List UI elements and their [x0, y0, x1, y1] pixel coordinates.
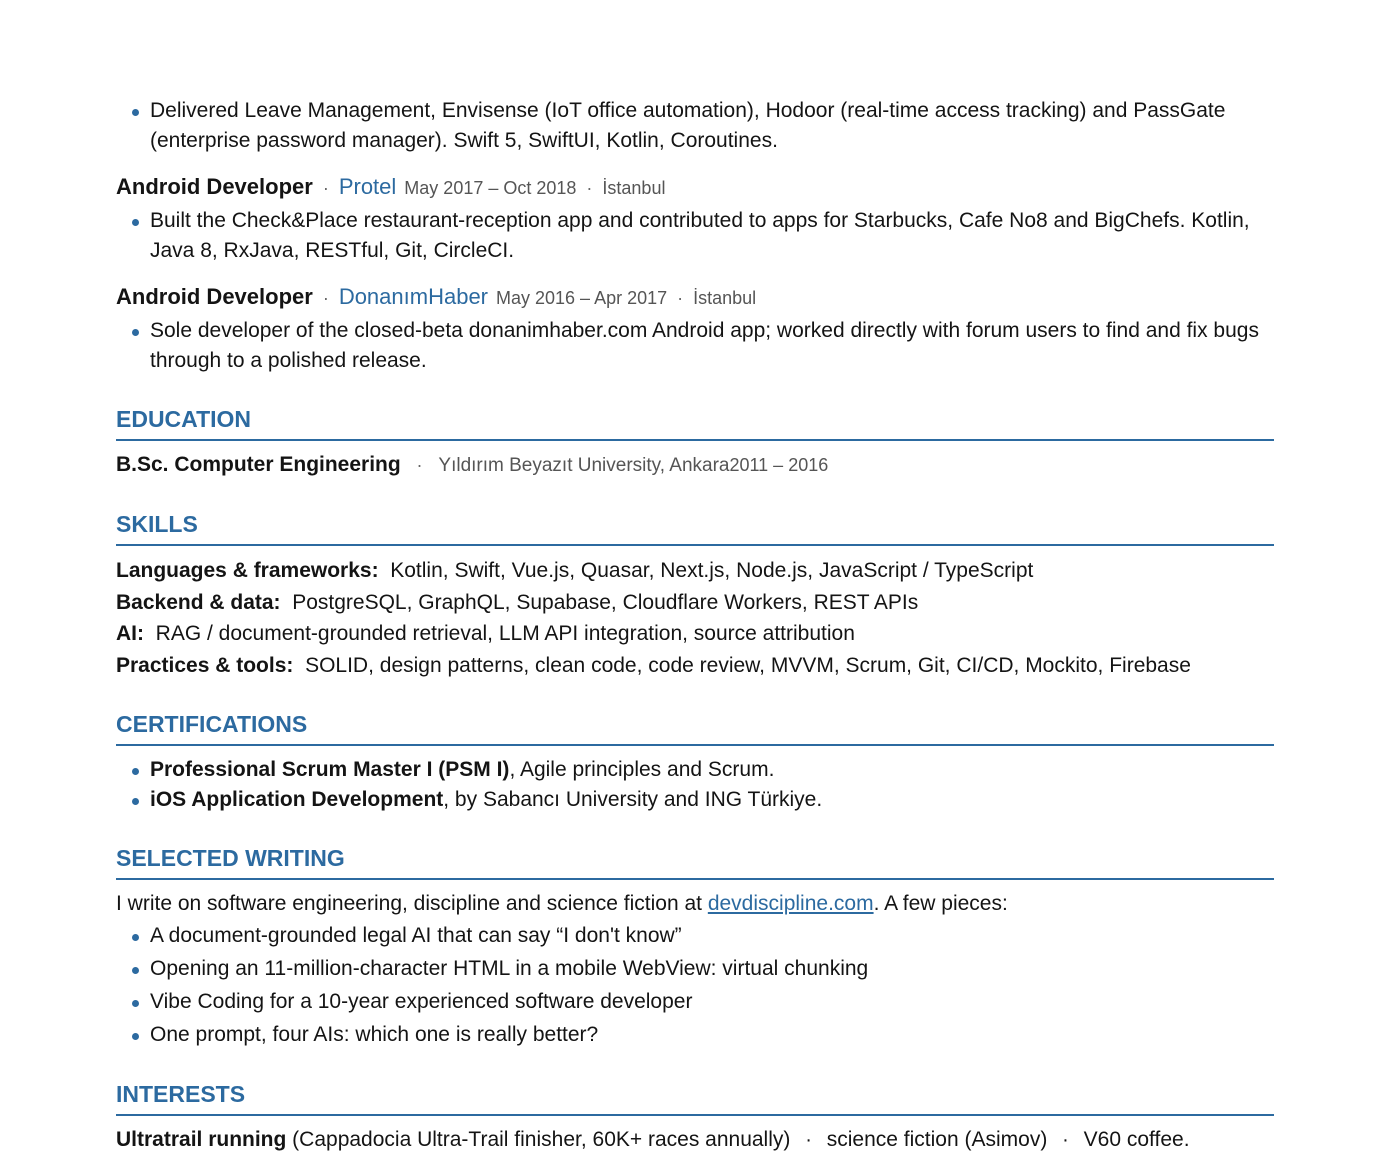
job-title: Android Developer [116, 284, 313, 309]
bullet-dot-icon [132, 798, 139, 805]
skills-list [116, 555, 1274, 681]
job-header [116, 172, 1274, 203]
writing-section [116, 889, 1274, 1051]
job-dates: May 2017 – Oct 2018 [404, 178, 577, 198]
list-item [116, 316, 1274, 376]
skill-label: Practices & tools: [116, 653, 294, 677]
company-name: Protel [338, 174, 397, 199]
article-title: One prompt, four AIs: which one is really better? [150, 1023, 599, 1047]
job-title: Android Developer [116, 174, 313, 199]
degree: B.Sc. Computer Engineering [116, 453, 401, 476]
skill-value: RAG / document-grounded retrieval, LLM API integration, source attribution [155, 622, 855, 646]
bullet-dot-icon [132, 109, 139, 116]
separator: · [1062, 1129, 1069, 1152]
list-item [116, 952, 1274, 985]
skill-row [116, 650, 1274, 682]
job-dates: May 2016 – Apr 2017 [496, 288, 668, 308]
separator: · [586, 178, 593, 198]
article-title: A document-grounded legal AI that can say “I don't know” [150, 924, 682, 948]
intro-text-end: . A few pieces: [873, 892, 1008, 916]
list-item [116, 785, 1274, 815]
certification-detail: , Agile principles and Scrum. [509, 758, 775, 782]
bullet-text: Built the Check&Place restaurant-reception app and contributed to apps for Starbucks, Cafe No8 and BigChefs. Kotlin, Java 8, RxJava, RESTful, Git, CircleCI. [150, 209, 1250, 262]
job-location: İstanbul [693, 288, 757, 308]
interest-main-detail: (Cappadocia Ultra-Trail finisher, 60K+ races annually) [286, 1128, 791, 1152]
job-entry [116, 172, 1274, 266]
list-item [116, 919, 1274, 952]
bullet-text: Delivered Leave Management, Envisense (IoT office automation), Hodoor (real-time access tracking) and PassGate (enterprise password manager). Swift 5, SwiftUI, Kotlin, Coroutines. [150, 99, 1226, 152]
interests-heading: INTERESTS [116, 1079, 1274, 1116]
bullet-dot-icon [132, 768, 139, 775]
article-title: Vibe Coding for a 10-year experienced software developer [150, 990, 693, 1014]
skill-row [116, 618, 1274, 650]
job-location: İstanbul [602, 178, 666, 198]
job-bullets [116, 206, 1274, 266]
certifications-heading: CERTIFICATIONS [116, 709, 1274, 746]
writing-intro [116, 889, 1274, 919]
list-item [116, 985, 1274, 1018]
skill-row [116, 555, 1274, 587]
bullet-dot-icon [132, 934, 139, 941]
skill-row [116, 587, 1274, 619]
job-bullets [116, 316, 1274, 376]
separator: · [322, 288, 329, 308]
skill-label: AI: [116, 622, 144, 646]
list-item [116, 1018, 1274, 1051]
bullet-text: Sole developer of the closed-beta donanimhaber.com Android app; worked directly with forum users to find and fix bugs through to a polished release. [150, 319, 1259, 372]
skill-value: SOLID, design patterns, clean code, code review, MVVM, Scrum, Git, CI/CD, Mockito, Firebase [305, 653, 1191, 677]
interest-item: V60 coffee. [1083, 1128, 1190, 1152]
skills-heading: SKILLS [116, 509, 1274, 546]
job-entry [116, 282, 1274, 376]
skill-label: Backend & data: [116, 590, 281, 614]
resume-content [116, 96, 1274, 1155]
blog-link[interactable]: devdiscipline.com [707, 892, 874, 916]
article-title: Opening an 11-million-character HTML in a mobile WebView: virtual chunking [150, 957, 869, 981]
company-name: DonanımHaber [338, 284, 488, 309]
education-years: 2011 – 2016 [729, 455, 829, 475]
list-item [116, 206, 1274, 266]
interest-main: Ultratrail running [116, 1128, 287, 1152]
list-item [116, 755, 1274, 785]
previous-job-bullets [116, 96, 1274, 156]
school-name: Yıldırım Beyazıt University, Ankara [438, 455, 730, 476]
education-entry [116, 450, 1274, 481]
interests-entry [116, 1125, 1274, 1155]
interest-item: science fiction (Asimov) [826, 1128, 1048, 1152]
job-header [116, 282, 1274, 313]
separator: · [416, 455, 423, 475]
separator: · [805, 1129, 812, 1152]
writing-list [116, 919, 1274, 1051]
bullet-dot-icon [132, 1000, 139, 1007]
bullet-dot-icon [132, 1033, 139, 1040]
separator: · [677, 288, 684, 308]
skill-value: Kotlin, Swift, Vue.js, Quasar, Next.js, Node.js, JavaScript / TypeScript [390, 559, 1034, 582]
intro-text: I write on software engineering, discipline and science fiction at [116, 892, 708, 916]
bullet-dot-icon [132, 329, 139, 336]
skill-label: Languages & frameworks: [116, 559, 379, 582]
separator: · [322, 178, 329, 198]
certification-name: Professional Scrum Master I (PSM I) [150, 758, 510, 782]
certification-detail: , by Sabancı University and ING Türkiye. [443, 788, 823, 812]
bullet-dot-icon [132, 967, 139, 974]
education-heading: EDUCATION [116, 404, 1274, 441]
list-item [116, 96, 1274, 156]
bullet-dot-icon [132, 219, 139, 226]
certification-name: iOS Application Development [150, 788, 444, 812]
writing-heading: SELECTED WRITING [116, 843, 1274, 880]
skill-value: PostgreSQL, GraphQL, Supabase, Cloudflare Workers, REST APIs [292, 590, 919, 614]
certifications-list [116, 755, 1274, 815]
